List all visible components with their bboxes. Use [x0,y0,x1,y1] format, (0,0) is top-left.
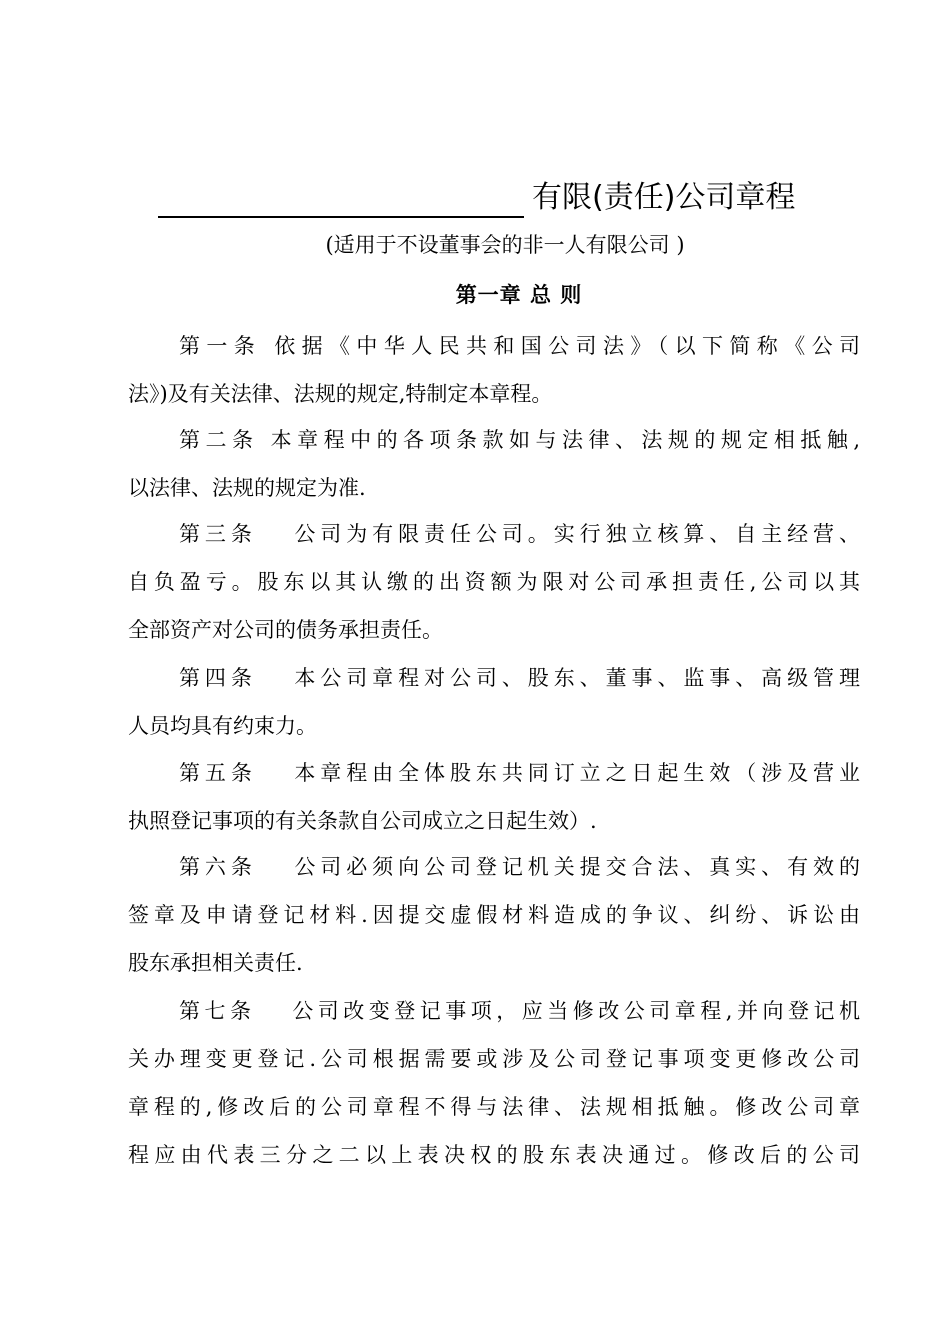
article-line: 以法律、法规的规定为准. [128,476,366,500]
article-line: 第一条 依据《中华人民共和国公司法》（以下简称《公司 [179,334,860,358]
document-title [158,168,858,218]
article-line: 人员均具有约束力。 [128,714,317,738]
article-line: 全部资产对公司的债务承担责任。 [128,618,443,642]
document-subtitle: (适用于不设董事会的非一人有限公司 ) [325,233,685,257]
article-6 [128,843,860,987]
article-line: 股东承担相关责任. [128,951,303,975]
article-7 [128,987,860,1179]
article-3 [128,510,860,654]
article-line: 自负盈亏。股东以其认缴的出资额为限对公司承担责任,公司以其 [128,570,860,594]
article-line: 签章及申请登记材料.因提交虚假材料造成的争议、纠纷、诉讼由 [128,903,860,927]
article-line: 第二条 本章程中的各项条款如与法律、法规的规定相抵触, [179,428,860,452]
chapter-heading: 第一章 总 则 [455,283,583,307]
company-name-blank [158,176,524,218]
article-line: 法》)及有关法律、法规的规定,特制定本章程。 [128,382,553,406]
article-line: 第五条 本章程由全体股东共同订立之日起生效（涉及营业 [179,761,860,785]
article-line: 第三条 公司为有限责任公司。实行独立核算、自主经营、 [179,522,860,546]
article-1 [128,322,860,418]
article-line: 关办理变更登记.公司根据需要或涉及公司登记事项变更修改公司 [128,1047,860,1071]
article-5 [128,749,860,845]
article-2 [128,416,860,512]
article-line: 第七条 公司改变登记事项，应当修改公司章程,并向登记机 [179,999,860,1023]
article-line: 执照登记事项的有关条款自公司成立之日起生效）. [128,809,597,833]
article-line: 章程的,修改后的公司章程不得与法律、法规相抵触。修改公司章 [128,1095,860,1119]
title-text: 有限(责任)公司章程 [532,180,796,215]
article-line: 程应由代表三分之二以上表决权的股东表决通过。修改后的公司 [128,1143,860,1167]
article-line: 第四条 本公司章程对公司、股东、董事、监事、高级管理 [179,666,860,690]
article-line: 第六条 公司必须向公司登记机关提交合法、真实、有效的 [179,855,860,879]
article-4 [128,654,860,750]
